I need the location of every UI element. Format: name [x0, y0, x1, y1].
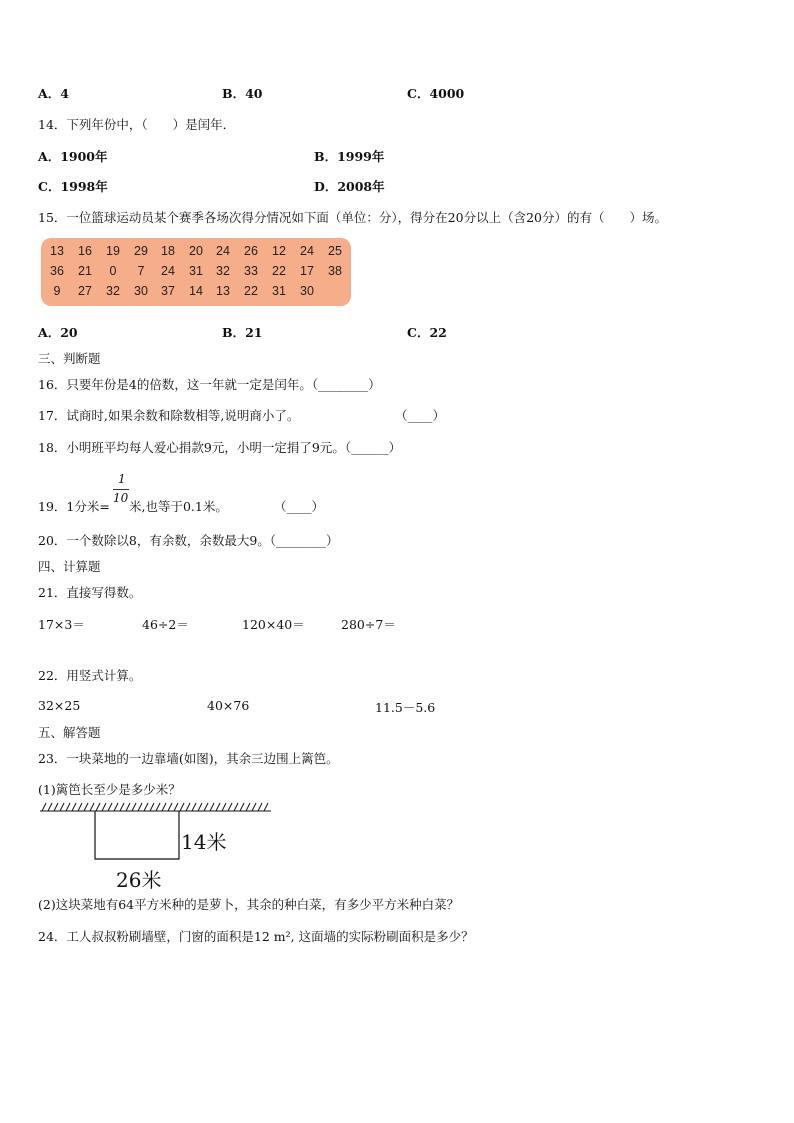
- score-cell: 29: [134, 244, 148, 258]
- garden-diagram: [36, 800, 276, 864]
- score-cell: 33: [244, 264, 258, 278]
- q22-item-1: 32×25: [38, 698, 81, 713]
- score-cell: 30: [134, 284, 148, 298]
- score-cell: 37: [161, 284, 175, 298]
- q18-text: 18．小明班平均每人爱心捐款9元，小明一定捐了9元。（______）: [38, 440, 402, 455]
- q13-option-b: B．40: [222, 86, 263, 101]
- q14-option-b: B．1999年: [314, 149, 385, 164]
- score-cell: 20: [189, 244, 203, 258]
- q14-stem: 14．下列年份中，（ ）是闰年．: [38, 117, 236, 132]
- score-cell: 24: [161, 264, 175, 278]
- score-cell: 16: [78, 244, 92, 258]
- score-cell: 22: [244, 284, 258, 298]
- section-4-title: 四、计算题: [38, 559, 101, 574]
- height-label: 14米: [181, 830, 227, 854]
- q23-sub2: (2)这块菜地有64平方米种的是萝卜，其余的种白菜，有多少平方米种白菜？: [38, 897, 460, 912]
- score-cell: 24: [216, 244, 230, 258]
- q22-item-3: 11.5－5.6: [375, 700, 436, 715]
- score-cell: 21: [78, 264, 92, 278]
- q21-item-1: 17×3＝: [38, 617, 85, 632]
- q13-option-c: C．4000: [407, 86, 465, 101]
- q14-option-c: C．1998年: [38, 179, 108, 194]
- score-cell: 14: [189, 284, 203, 298]
- score-cell: 26: [244, 244, 258, 258]
- q16-text: 16．只要年份是4的倍数，这一年就一定是闰年。（________）: [38, 377, 381, 392]
- score-cell: 32: [106, 284, 120, 298]
- score-cell: 12: [272, 244, 286, 258]
- score-cell: 27: [78, 284, 92, 298]
- score-cell: 38: [328, 264, 342, 278]
- q23-sub1: (1)篱笆长至少是多少米？: [38, 782, 181, 797]
- q23-stem: 23．一块菜地的一边靠墙(如图)，其余三边围上篱笆。: [38, 751, 339, 766]
- score-cell: 17: [300, 264, 314, 278]
- score-cell: 31: [189, 264, 203, 278]
- q21-item-4: 280÷7＝: [341, 617, 396, 632]
- fence-outline: [95, 811, 179, 859]
- score-row-1: [41, 244, 351, 264]
- score-cell: 32: [216, 264, 230, 278]
- q24-text: 24．工人叔叔粉刷墙壁，门窗的面积是12 m², 这面墙的实际粉刷面积是多少？: [38, 929, 474, 944]
- score-cell: 36: [50, 264, 64, 278]
- q21-item-2: 46÷2＝: [142, 617, 189, 632]
- section-5-title: 五、解答题: [38, 725, 101, 740]
- q17-text: 17．试商时,如果余数和除数相等,说明商小了。: [38, 408, 300, 423]
- score-cell: 13: [216, 284, 230, 298]
- score-cell: 24: [300, 244, 314, 258]
- score-cell: 7: [137, 264, 145, 278]
- q13-option-a: A．4: [38, 86, 69, 101]
- q17-blank: （____）: [395, 408, 446, 423]
- score-cell: 13: [50, 244, 64, 258]
- q22-stem: 22．用竖式计算。: [38, 668, 142, 683]
- score-cell: 0: [109, 264, 117, 278]
- wall-hatching: [40, 803, 271, 811]
- score-cell: 30: [300, 284, 314, 298]
- q19-fraction-denominator: 10: [113, 491, 129, 505]
- section-3-title: 三、判断题: [38, 351, 101, 366]
- score-row-2: [41, 264, 351, 284]
- q19-tail: 米,也等于0.1米。: [129, 499, 228, 514]
- q19-blank: （____）: [274, 499, 325, 514]
- width-label: 26米: [116, 868, 162, 892]
- q21-item-3: 120×40＝: [242, 617, 305, 632]
- score-cell: 9: [53, 284, 61, 298]
- q21-stem: 21．直接写得数。: [38, 585, 142, 600]
- score-cell: 25: [328, 244, 342, 258]
- q15-option-a: A．20: [38, 325, 78, 340]
- q20-text: 20．一个数除以8，有余数，余数最大9。（________）: [38, 533, 339, 548]
- q15-option-c: C．22: [407, 325, 447, 340]
- q14-option-a: A．1900年: [38, 149, 108, 164]
- q15-option-b: B．21: [222, 325, 263, 340]
- q19-fraction-bar: [113, 489, 129, 490]
- score-cell: 19: [106, 244, 120, 258]
- q22-item-2: 40×76: [207, 698, 250, 713]
- score-cell: 18: [161, 244, 175, 258]
- q19-fraction-numerator: 1: [118, 472, 126, 486]
- score-row-3: [41, 284, 351, 304]
- score-table: [41, 238, 351, 306]
- score-cell: 31: [272, 284, 286, 298]
- q14-option-d: D．2008年: [314, 179, 385, 194]
- q19-lead: 19．1分米=: [38, 499, 110, 514]
- score-cell: 22: [272, 264, 286, 278]
- q15-stem: 15．一位篮球运动员某个赛季各场次得分情况如下面（单位：分），得分在20分以上（含20分）的有（ ）场。: [38, 210, 667, 225]
